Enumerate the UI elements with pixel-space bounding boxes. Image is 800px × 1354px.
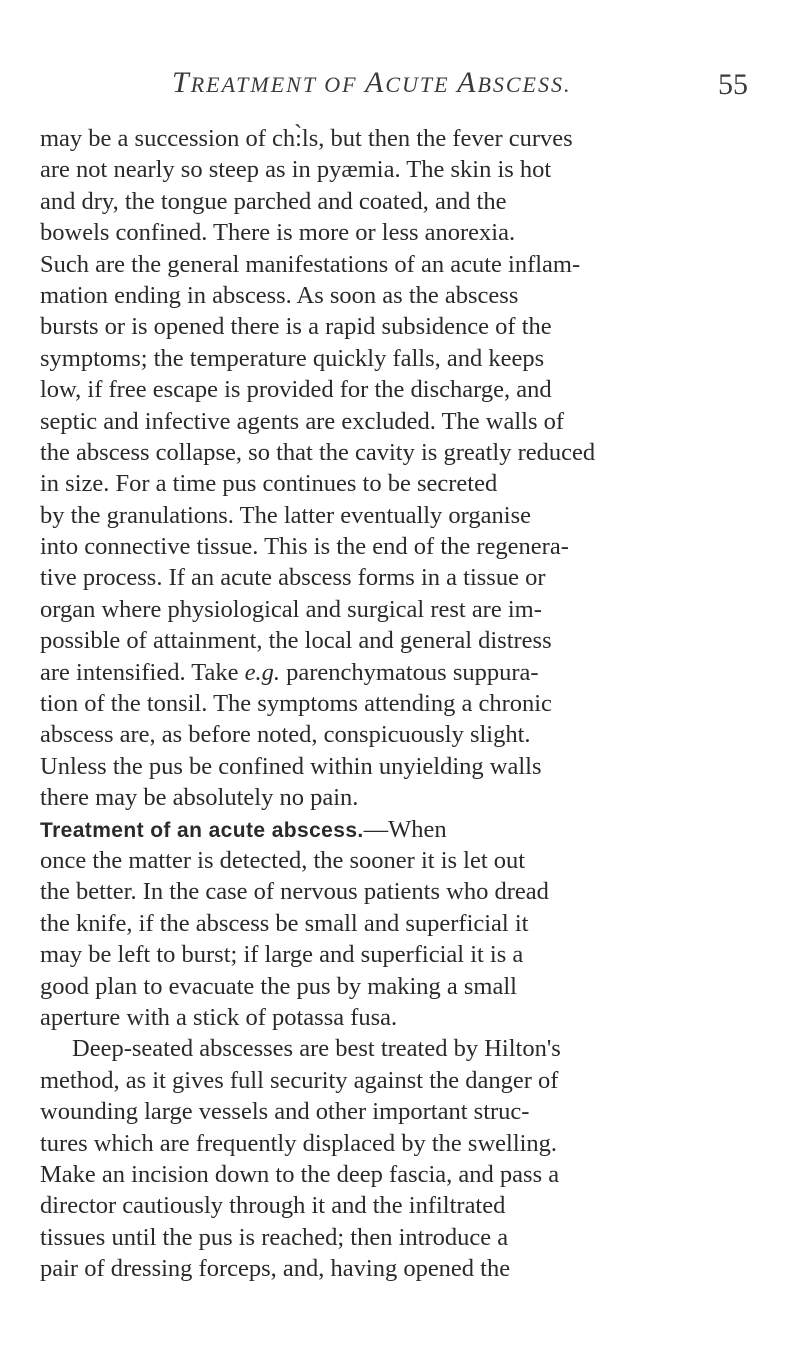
text-line: good plan to evacuate the pus by making a small [40, 972, 517, 1000]
text-line: there may be absolutely no pain. [40, 784, 359, 812]
text-line: possible of attainment, the local and general distress [40, 627, 552, 655]
text-line: Such are the general manifestations of an acute inflam- [40, 250, 581, 278]
text-line: tissues until the pus is reached; then introduce a [40, 1223, 509, 1251]
section-heading-line [40, 814, 800, 845]
text-line: wounding large vessels and other important struc- [40, 1098, 530, 1126]
running-title [172, 66, 632, 100]
text-line: and dry, the tongue parched and coated, and the [40, 187, 507, 215]
text-line: mation ending in abscess. As soon as the abscess [40, 281, 519, 309]
text-line: aperture with a stick of potassa fusa. [40, 1003, 398, 1031]
text-line: into connective tissue. This is the end of the regenera- [40, 533, 569, 561]
text-line: Make an incision down to the deep fascia, and pass a [40, 1160, 560, 1188]
text-line: director cautiously through it and the infiltrated [40, 1192, 506, 1220]
text-line: tion of the tonsil. The symptoms attending a chronic [40, 690, 552, 718]
text-run: parenchymatous suppura- [280, 658, 539, 686]
text-line: the abscess collapse, so that the cavity is greatly reduced [40, 438, 596, 466]
italic-abbreviation: e.g. [244, 658, 281, 686]
text-line [40, 657, 800, 688]
section-heading: Treatment of an acute abscess. [40, 818, 364, 842]
text-line: may be left to burst; if large and superficial it is a [40, 941, 524, 969]
text-line: are not nearly so steep as in pyæmia. The skin is hot [40, 156, 552, 184]
text-line: pair of dressing forceps, and, having opened the [40, 1255, 511, 1283]
text-line: bowels confined. There is more or less anorexia. [40, 219, 516, 247]
text-line: once the matter is detected, the sooner it is let out [40, 846, 526, 874]
text-line: septic and infective agents are excluded. The walls of [40, 407, 565, 435]
running-title-word-1: TREATMENT [172, 66, 325, 99]
text-line: tures which are frequently displaced by the swelling. [40, 1129, 558, 1157]
running-title-word-2: OF [324, 72, 366, 97]
text-run: —When [363, 815, 447, 843]
text-line: tive process. If an acute abscess forms in a tissue or [40, 564, 546, 592]
text-line: low, if free escape is provided for the discharge, and [40, 376, 552, 404]
text-line: the better. In the case of nervous patients who dread [40, 878, 549, 906]
text-run: are intensified. Take [40, 658, 245, 686]
running-title-word-3: ACUTE [365, 66, 458, 99]
text-line: organ where physiological and surgical rest are im- [40, 595, 542, 623]
body-text [40, 123, 800, 1284]
text-line: method, as it gives full security against the danger of [40, 1066, 559, 1094]
text-line: may be a succession of ch:̀ls, but then the fever curves [40, 125, 573, 152]
text-line: by the granulations. The latter eventually organise [40, 501, 531, 529]
text-line: the knife, if the abscess be small and superficial it [40, 909, 529, 937]
text-line: in size. For a time pus continues to be secreted [40, 470, 498, 498]
text-line: Unless the pus be confined within unyielding walls [40, 752, 542, 780]
text-line: abscess are, as before noted, conspicuously slight. [40, 721, 531, 749]
paragraph-first-line: Deep-seated abscesses are best treated by Hilton's [72, 1035, 561, 1063]
text-line: symptoms; the temperature quickly falls, and keeps [40, 344, 545, 372]
page-number: 55 [718, 68, 748, 101]
text-line: bursts or is opened there is a rapid subsidence of the [40, 313, 552, 341]
running-title-word-4: ABSCESS. [457, 66, 572, 99]
